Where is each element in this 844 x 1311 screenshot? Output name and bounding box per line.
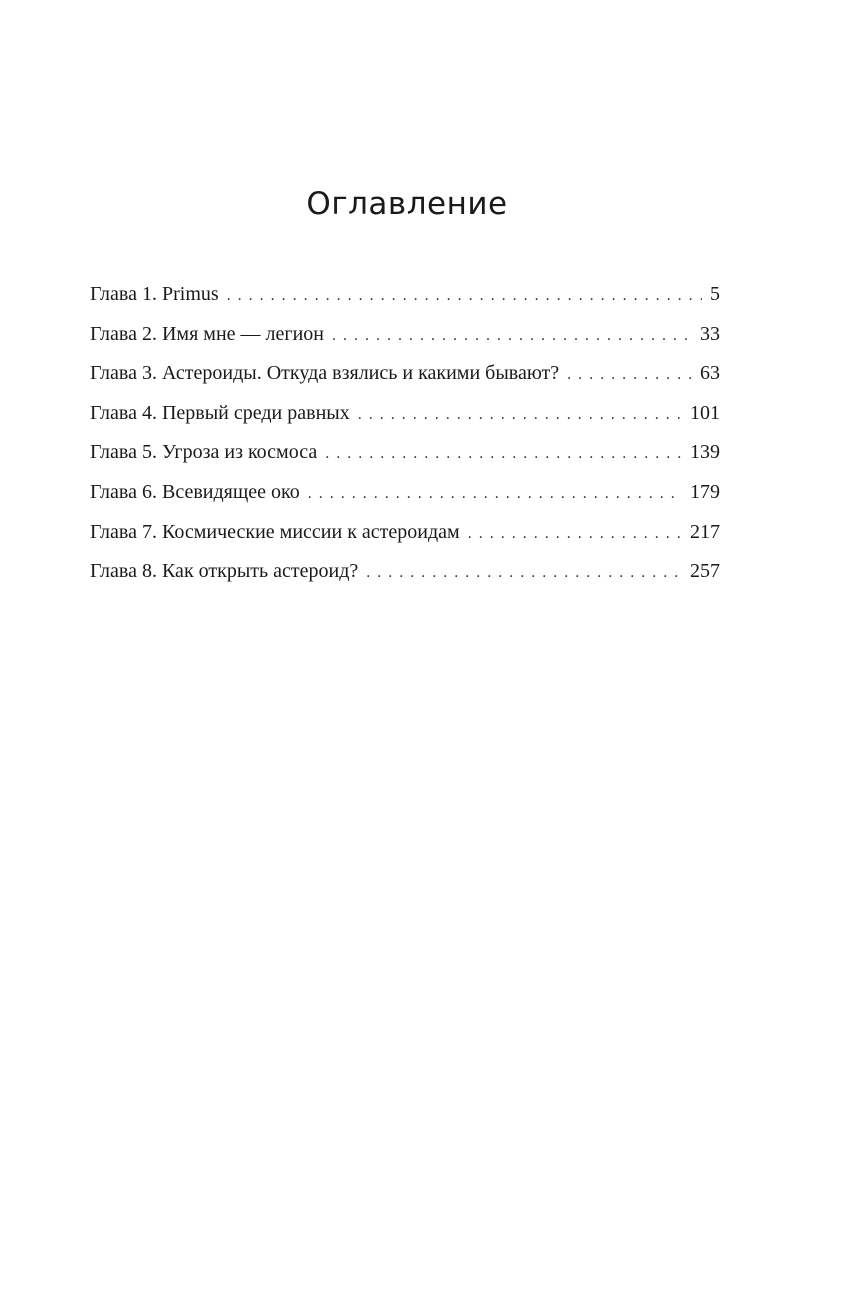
toc-entry[interactable] xyxy=(90,283,720,323)
toc-entry[interactable] xyxy=(90,441,720,481)
toc-chapter-number: Глава 1. xyxy=(90,283,157,305)
dot-leader xyxy=(308,485,682,503)
toc-entry[interactable] xyxy=(90,402,720,442)
toc-entry-label xyxy=(90,402,358,425)
page-title: Оглавление xyxy=(306,186,508,222)
dot-leader xyxy=(366,564,682,582)
toc-chapter-number: Глава 8. xyxy=(90,560,157,583)
toc-chapter-title: Космические миссии к астероидам xyxy=(161,520,460,543)
toc-chapter-title: Первый среди равных xyxy=(161,401,350,424)
toc-chapter-number: Глава 3. xyxy=(90,362,157,385)
toc-entry-label xyxy=(90,521,468,544)
toc-page-number: 217 xyxy=(690,520,720,543)
toc-page-number: 139 xyxy=(690,441,720,464)
toc-page-number: 63 xyxy=(700,362,720,385)
toc-page-number: 179 xyxy=(690,480,720,503)
toc-page-number: 257 xyxy=(690,560,720,583)
toc-chapter-title: Как открыть астероид? xyxy=(161,560,359,583)
toc-chapter-number: Глава 5. xyxy=(90,441,157,464)
dot-leader xyxy=(227,287,702,305)
toc-chapter-number: Глава 2. xyxy=(90,322,157,345)
toc-entry-label xyxy=(90,481,308,504)
toc-chapter-title: Угроза из космоса xyxy=(161,441,318,464)
toc-entry-label xyxy=(90,283,227,306)
toc-page-number: 5 xyxy=(710,283,720,305)
dot-leader xyxy=(468,525,682,543)
dot-leader xyxy=(567,366,692,384)
toc-chapter-title: Primus xyxy=(161,283,219,305)
dot-leader xyxy=(325,445,682,463)
toc-chapter-number: Глава 7. xyxy=(90,520,157,543)
toc-chapter-number: Глава 6. xyxy=(90,480,157,503)
toc-entry-label xyxy=(90,560,366,583)
toc-chapter-title: Всевидящее око xyxy=(161,480,300,503)
toc-entry[interactable] xyxy=(90,521,720,561)
toc-page-number: 33 xyxy=(700,322,720,345)
dot-leader xyxy=(332,327,692,345)
toc-entry-label xyxy=(90,362,567,385)
dot-leader xyxy=(358,406,682,424)
toc-entry[interactable] xyxy=(90,323,720,363)
toc-entry[interactable] xyxy=(90,560,720,600)
toc-chapter-number: Глава 4. xyxy=(90,401,157,424)
toc-entry-label xyxy=(90,323,332,346)
table-of-contents xyxy=(90,283,720,600)
toc-entry[interactable] xyxy=(90,362,720,402)
toc-page-number: 101 xyxy=(690,401,720,424)
toc-entry-label xyxy=(90,441,325,464)
toc-entry[interactable] xyxy=(90,481,720,521)
toc-chapter-title: Астероиды. Откуда взялись и какими бывают? xyxy=(161,362,560,385)
toc-chapter-title: Имя мне — легион xyxy=(161,322,324,345)
